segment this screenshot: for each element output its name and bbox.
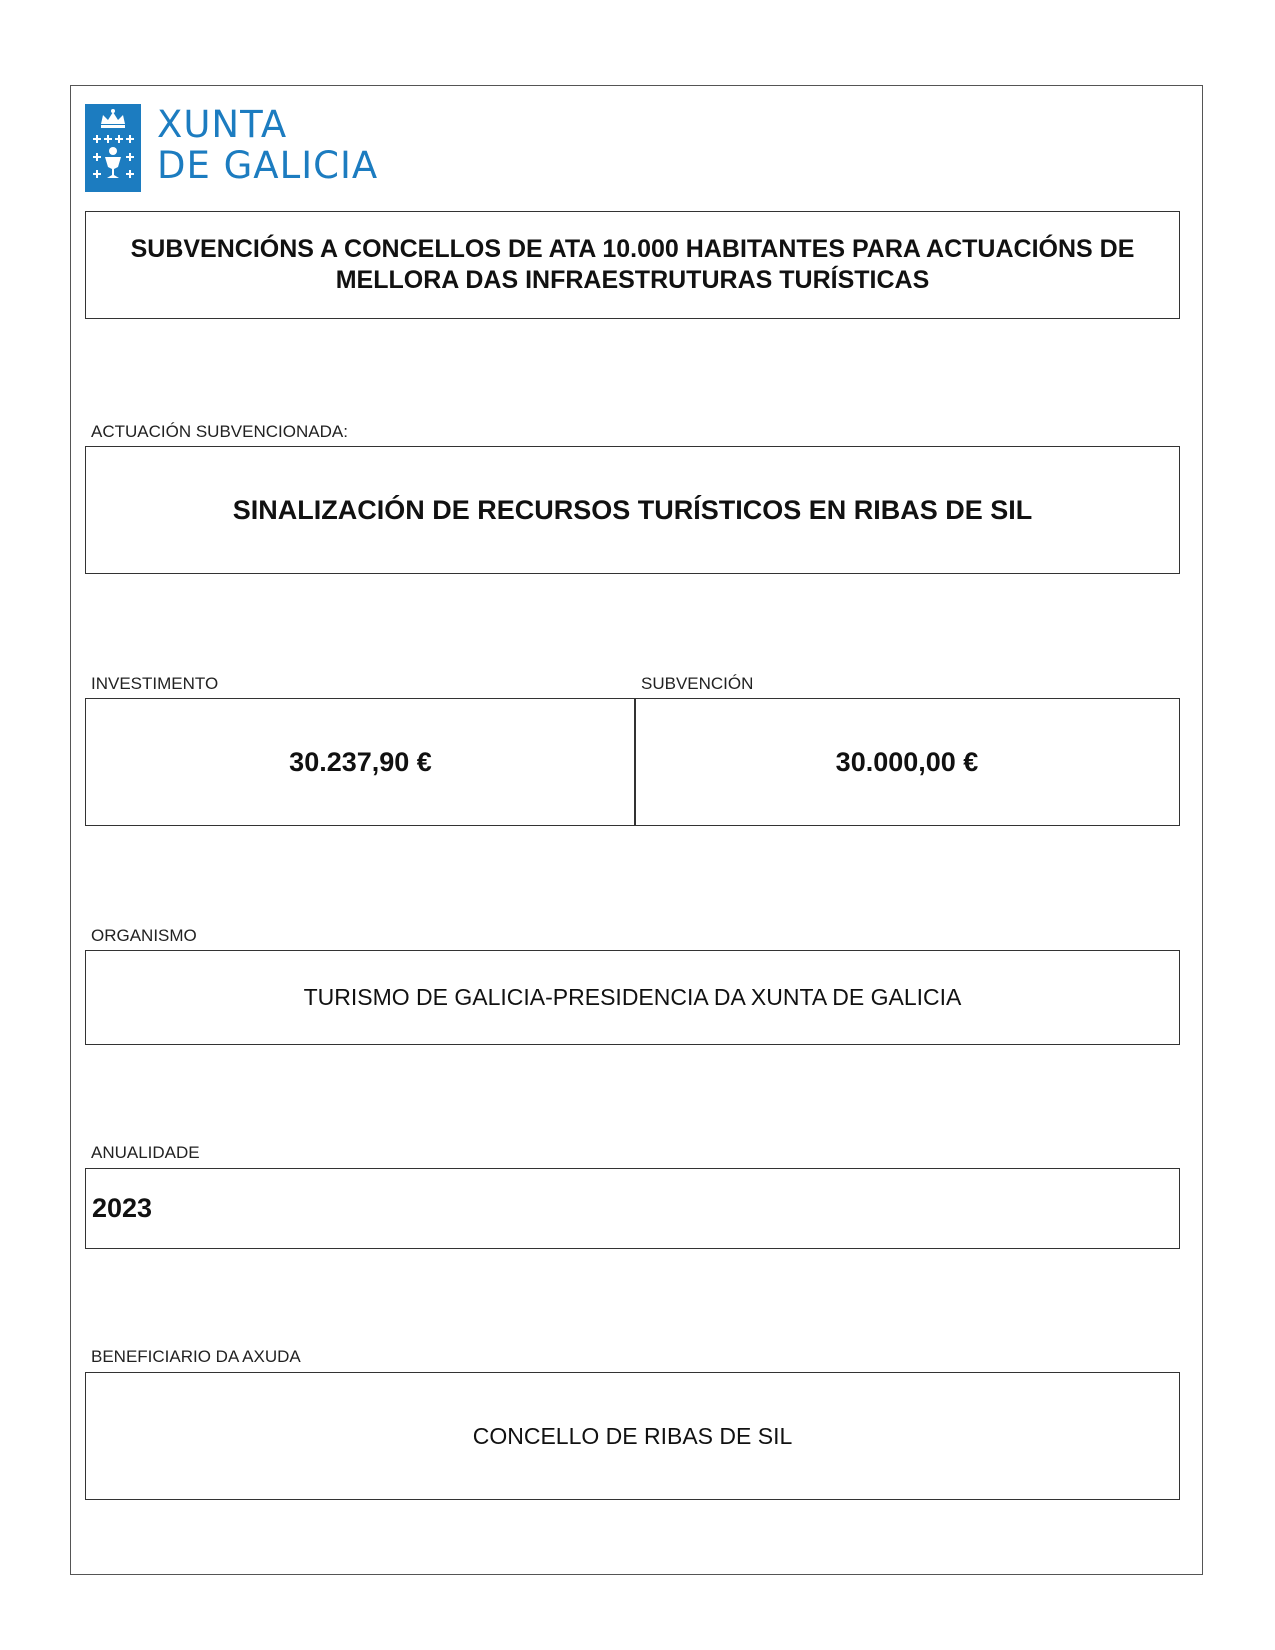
investimento-label: INVESTIMENTO bbox=[91, 674, 219, 693]
investimento-value: 30.237,90 € bbox=[289, 746, 432, 777]
xunta-logo bbox=[85, 104, 378, 192]
organismo-box bbox=[85, 950, 1180, 1045]
logo-wordmark bbox=[157, 104, 378, 186]
galicia-coat-of-arms-icon bbox=[85, 104, 141, 192]
logo-line-1: XUNTA bbox=[157, 103, 288, 146]
anualidade-value: 2023 bbox=[92, 1193, 153, 1223]
subvencion-box bbox=[634, 698, 1180, 826]
investimento-box bbox=[85, 698, 636, 826]
subvencion-value: 30.000,00 € bbox=[835, 746, 979, 777]
actuacion-label: ACTUACIÓN SUBVENCIONADA: bbox=[91, 422, 348, 441]
organismo-value: TURISMO DE GALICIA-PRESIDENCIA DA XUNTA DE GALICIA bbox=[303, 984, 962, 1010]
organismo-label: ORGANISMO bbox=[91, 926, 197, 945]
beneficiario-box bbox=[85, 1372, 1180, 1500]
actuacion-value: SINALIZACIÓN DE RECURSOS TURÍSTICOS EN RIBAS DE SIL bbox=[232, 494, 1033, 525]
anualidade-box bbox=[85, 1168, 1180, 1249]
beneficiario-label: BENEFICIARIO DA AXUDA bbox=[91, 1347, 301, 1366]
document-title: SUBVENCIÓNS A CONCELLOS DE ATA 10.000 HABITANTES PARA ACTUACIÓNS DE MELLORA DAS INFRAESTRUTURAS TURÍSTICAS bbox=[130, 235, 1135, 294]
beneficiario-value: CONCELLO DE RIBAS DE SIL bbox=[472, 1422, 793, 1449]
document-title-box bbox=[85, 211, 1180, 319]
logo-line-2: DE GALICIA bbox=[157, 144, 379, 187]
actuacion-box bbox=[85, 446, 1180, 574]
subvencion-label: SUBVENCIÓN bbox=[641, 674, 754, 693]
anualidade-label: ANUALIDADE bbox=[91, 1143, 200, 1162]
